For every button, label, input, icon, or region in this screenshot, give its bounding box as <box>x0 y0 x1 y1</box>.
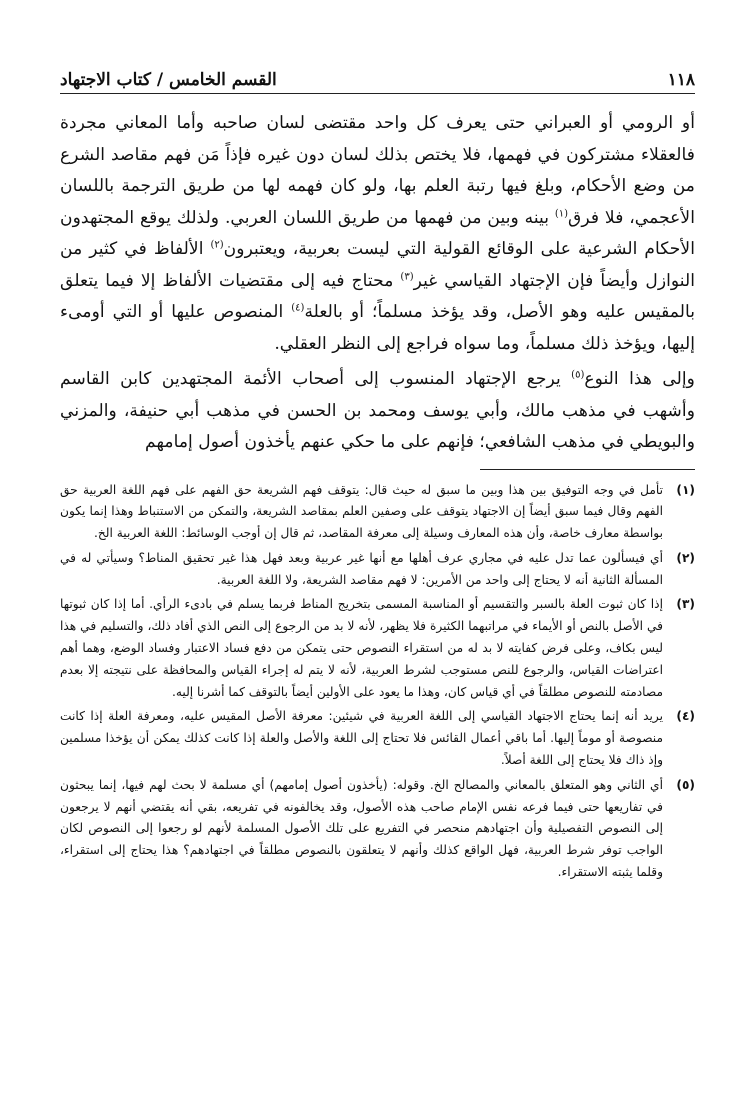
paragraph-text: الألفاظ في كثير من النوازل وأيضاً فإن الإجتهاد القياسي غير <box>60 239 695 291</box>
footnote-text: تأمل في وجه التوفيق بين هذا وبين ما سبق له حيث قال: يتوقف فهم الشريعة حق الفهم على فهم اللغة العربية حق الفهم وقال فيما سبق أيضاً إن الاجتهاد يتوقف على وصفين العلم بمقاصد الشريعة، والتمكن من الاستنباط وهذا إنما يكون بواسطة معارف خاصة، وأن هذه المعارف وسيلة إلى معرفة المقاصد، ثم قال إن أوجب الوسائط: اللغة العربية الخ. <box>60 482 663 541</box>
footnote-ref-5[interactable]: (٥) <box>571 369 585 381</box>
paragraph-text: أو الرومي أو العبراني حتى يعرف كل واحد مقتضى لسان صاحبه وأما المعاني مجردة فالعقلاء مشتركون في فهمها، فلا يختص بذلك لسان دون غيره فإذاً مَن فهم مقاصد الشرع من وضع الأحكام، وبلغ فيها رتبة العلم بها، ولو كان فهمه لها من طريق الترجمة باللسان الأعجمي، فلا فرق <box>60 113 695 228</box>
footnote-ref-2[interactable]: (٢) <box>210 239 224 251</box>
footnote-1 <box>60 480 695 545</box>
footnote-ref-4[interactable]: (٤) <box>291 302 305 314</box>
paragraph-text: محتاج فيه إلى مقتضيات الألفاظ إلا فيما يتعلق بالمقيس عليه وهو الأصل، وقد يؤخذ مسلماً؛ أو بالعلة <box>60 270 695 322</box>
paragraph-text: بينه وبين من فهمها من طريق اللسان العربي. ولذلك يوقع المجتهدون الأحكام الشرعية على الوقائع القولية التي ليست بعربية، ويعتبرون <box>60 207 695 259</box>
main-text <box>60 108 695 459</box>
footnote-5 <box>60 775 695 884</box>
paragraph-text: يرجع الإجتهاد المنسوب إلى أصحاب الأئمة المجتهدين كابن القاسم وأشهب في مذهب مالك، وأبي يوسف ومحمد بن الحسن في مذهب أبي حنيفة، والمزني والبويطي في مذهب الشافعي؛ فإنهم على ما حكي عنهم يأخذون أصول إمامهم <box>60 369 695 452</box>
main-paragraph-1 <box>60 108 695 360</box>
footnote-number: (٥) <box>676 777 695 792</box>
footnotes-section <box>60 480 695 884</box>
footnote-ref-1[interactable]: (١) <box>554 207 569 219</box>
footnote-separator <box>480 469 695 470</box>
main-paragraph-2 <box>60 364 695 459</box>
footnote-ref-3[interactable]: (٣) <box>400 270 414 282</box>
paragraph-text: وإلى هذا النوع <box>584 369 695 389</box>
footnote-2 <box>60 548 695 592</box>
running-title: القسم الخامس / كتاب الاجتهاد <box>60 70 277 90</box>
footnote-3 <box>60 594 695 703</box>
footnote-number: (١) <box>676 482 695 497</box>
footnote-text: إذا كان ثبوت العلة بالسبر والتقسيم أو المناسبة المسمى بتخريج المناط فربما يسلم في بادىء الرأي. أما إذا كان ثبوتها في الأصل بالنص أو الأيماء في مراتبهما الكثيرة فلا يظهر، لأنه لا بد من الرجوع إلى النص الذي أفاد ذلك، والتسليم في هذا ليس بكاف، وعلى فرض كفايته لا بد له من استقراء النصوص حتى يتمكن من دفع فساد الاعتبار وفساد الوضع، وهما أهم اعتراضات القياس، والرجوع للنص مستوجب لشرط العربية، لأنه لا يتم له إجراء القياس والمحافظة على نتيجته إلا بعدم مصادمته للنصوص مطلقاً في أي قياس كان، وهذا ما يعود على الأولين أيضاً بالتوقف كما أشرنا إليه. <box>60 597 663 699</box>
footnote-text: يريد أنه إنما يحتاج الاجتهاد القياسي إلى اللغة العربية في شيئين: معرفة الأصل المقيس عليه، ومعرفة العلة إذا كانت منصوصة أو موماً إليها. أما باقي أعمال القائس فلا تحتاج إلى اللغة والأصل والعلة إذا كانت كذلك يمكن أن يؤخذا مسلمين وإذ ذاك فلا يحتاج إلى اللغة أصلاً. <box>60 709 663 768</box>
footnote-number: (٣) <box>676 597 695 612</box>
footnote-number: (٤) <box>676 709 695 724</box>
page-number: ١١٨ <box>667 70 695 90</box>
footnote-text: أي الثاني وهو المتعلق بالمعاني والمصالح الخ. وقوله: (يأخذون أصول إمامهم) أي مسلمة لا بحث لهم فيها، إنما يبحثون في تفاريعها حتى فيما فرعه نفس الإمام صاحب هذه الأصول، وقد يخالفونه في تفريعه، بقي أنه يقتضي أنهم لا يرجعون إلى النصوص التفصيلية وأن اجتهادهم منحصر في التفريع على تلك الأصول المسلمة لأنهم لو رجعوا إلى النصوص لكان الواجب توفر شرط العربية، فهل الواقع كذلك وأنهم لا يتعلقون بالنصوص مطلقاً في اجتهادهم؟ هذا يحتاج إلى استقراء، وقلما يثبته الاستقراء. <box>60 777 663 880</box>
footnote-number: (٢) <box>676 550 695 565</box>
footnote-text: أي فيسألون عما تدل عليه في مجاري عرف أهلها مع أنها غير عربية وبعد فهل هذا غير تحقيق المناط؟ وسيأتي له في المسألة الثانية أنه لا يحتاج إلى واحد من الأمرين: لا فهم مقاصد الشريعة، ولا اللغة العربية. <box>60 550 663 587</box>
running-header <box>60 70 695 94</box>
paragraph-text: المنصوص عليها أو التي أومىء إليها، ويؤخذ ذلك مسلماً، وما سواه فراجع إلى النظر العقلي. <box>60 302 695 354</box>
footnote-4 <box>60 706 695 771</box>
